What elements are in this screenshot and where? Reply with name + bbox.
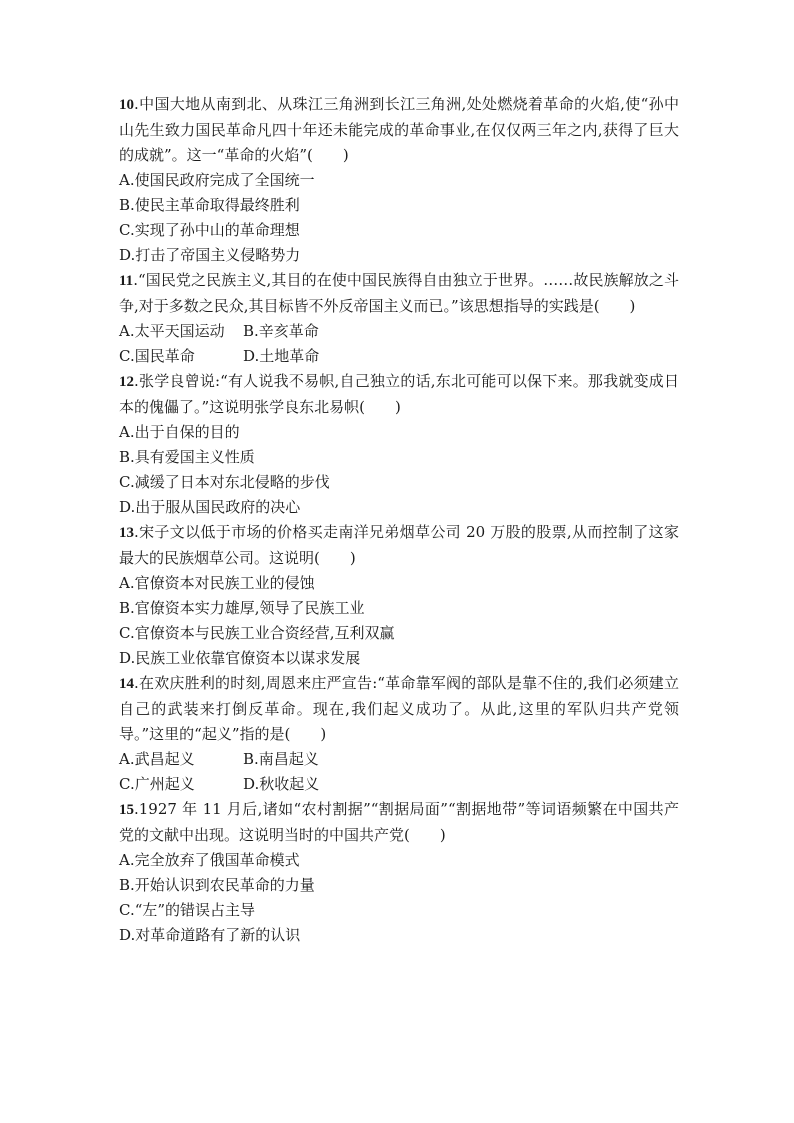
option-b: B.使民主革命取得最终胜利 xyxy=(119,196,300,214)
option-a: A.出于自保的目的 xyxy=(119,423,240,441)
option-row xyxy=(119,747,679,772)
option-b: B.具有爱国主义性质 xyxy=(119,448,255,466)
question-stem xyxy=(119,268,679,319)
option-c: C.减缓了日本对东北侵略的步伐 xyxy=(119,473,330,491)
option-a: A.完全放弃了俄国革命模式 xyxy=(119,851,300,869)
question-text: .“国民党之民族主义,其目的在使中国民族得自由独立于世界。……故民族解放之斗争,对于多数之民众,其目标皆不外反帝国主义而已。”该思想指导的实践是( ) xyxy=(119,271,679,315)
option-row xyxy=(119,344,679,369)
option-a: A.官僚资本对民族工业的侵蚀 xyxy=(119,574,315,592)
question-15 xyxy=(119,797,679,948)
option-b: B.开始认识到农民革命的力量 xyxy=(119,876,315,894)
question-text: .在欢庆胜利的时刻,周恩来庄严宣告:“革命靠军阀的部队是靠不住的,我们必须建立自己的武装来打倒反革命。现在,我们起义成功了。从此,这里的军队归共产党领导。”这里的“起义”指的是( ) xyxy=(119,674,679,743)
option-row xyxy=(119,319,679,344)
question-text: .中国大地从南到北、从珠江三角洲到长江三角洲,处处燃烧着革命的火焰,使“孙中山先生致力国民革命凡四十年还未能完成的革命事业,在仅仅两三年之内,获得了巨大的成就”。这一“革命的火焰”( ) xyxy=(119,95,679,164)
option-d: D.出于服从国民政府的决心 xyxy=(119,498,301,516)
option-c: C.“左”的错误占主导 xyxy=(119,901,256,919)
question-14 xyxy=(119,671,679,797)
question-stem xyxy=(119,92,679,168)
question-10 xyxy=(119,92,679,268)
question-text: .宋子文以低于市场的价格买走南洋兄弟烟草公司 20 万股的股票,从而控制了这家最大的民族烟草公司。这说明( ) xyxy=(119,523,679,567)
question-stem xyxy=(119,671,679,747)
question-11 xyxy=(119,268,679,369)
option-d: D.秋收起义 xyxy=(243,775,320,793)
question-text: .1927 年 11 月后,诸如“农村割据”“割据局面”“割据地带”等词语频繁在中国共产党的文献中出现。这说明当时的中国共产党( ) xyxy=(119,800,679,844)
option-c: C.国民革命 xyxy=(119,347,195,365)
option-d: D.打击了帝国主义侵略势力 xyxy=(119,246,301,264)
option-c: C.广州起义 xyxy=(119,775,195,793)
question-number: 10 xyxy=(119,97,134,113)
option-a: A.使国民政府完成了全国统一 xyxy=(119,171,315,189)
question-number: 14 xyxy=(119,676,134,692)
option-a: A.武昌起义 xyxy=(119,750,195,768)
option-a: A.太平天国运动 xyxy=(119,322,225,340)
exam-page xyxy=(119,92,679,948)
question-number: 13 xyxy=(119,525,134,541)
question-stem xyxy=(119,797,679,848)
option-row xyxy=(119,772,679,797)
option-d: D.土地革命 xyxy=(243,347,320,365)
option-d: D.民族工业依靠官僚资本以谋求发展 xyxy=(119,649,361,667)
question-number: 15 xyxy=(119,802,134,818)
question-number: 11 xyxy=(119,273,134,289)
option-c: C.官僚资本与民族工业合资经营,互利双赢 xyxy=(119,624,395,642)
option-b: B.官僚资本实力雄厚,领导了民族工业 xyxy=(119,599,365,617)
option-d: D.对革命道路有了新的认识 xyxy=(119,926,301,944)
option-c: C.实现了孙中山的革命理想 xyxy=(119,221,300,239)
option-b: B.辛亥革命 xyxy=(243,322,319,340)
question-number: 12 xyxy=(119,374,134,390)
question-stem xyxy=(119,520,679,571)
question-text: .张学良曾说:“有人说我不易帜,自己独立的话,东北可能可以保下来。那我就变成日本的傀儡了。”这说明张学良东北易帜( ) xyxy=(119,372,679,416)
option-b: B.南昌起义 xyxy=(243,750,319,768)
question-stem xyxy=(119,369,679,420)
question-13 xyxy=(119,520,679,671)
question-12 xyxy=(119,369,679,520)
